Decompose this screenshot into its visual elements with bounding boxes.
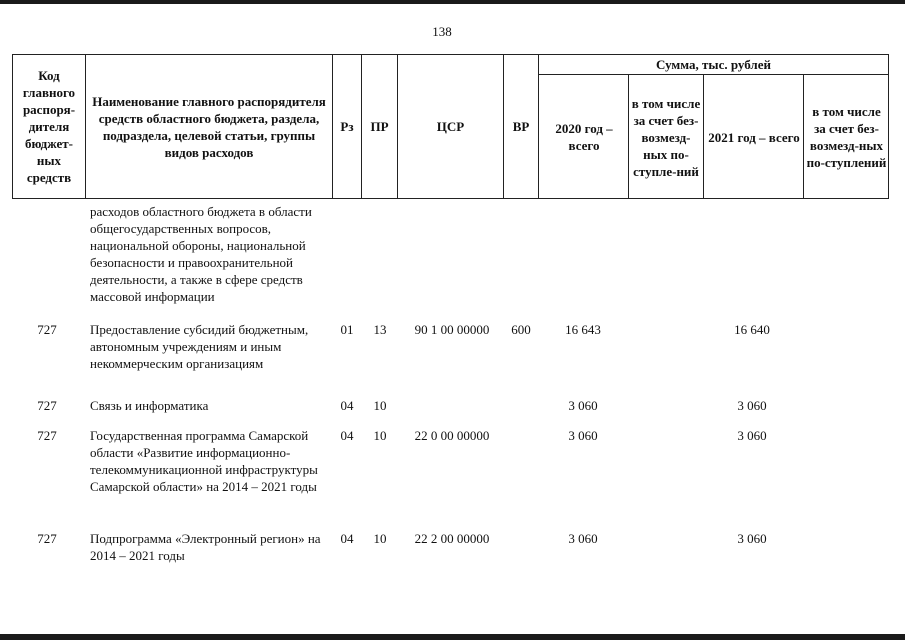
header-rz: Рз — [340, 119, 354, 134]
row-2021-total: 16 640 — [734, 322, 770, 337]
row-name: расходов областного бюджета в области общегосударственных вопросов, национальной обороны, национальной безопасности и правоохранительной деятельности, а также в сфере средств массовой информации — [90, 204, 312, 304]
row-2020-total: 3 060 — [568, 428, 598, 443]
row-rz: 01 — [340, 322, 354, 337]
row-rz: 04 — [340, 428, 354, 443]
header-name: Наименование главного распорядителя средств областного бюджета, раздела, подраздела, целевой статьи, группы видов расходов — [92, 93, 326, 160]
row-vr: 600 — [511, 322, 531, 337]
row-pr: 10 — [373, 398, 387, 413]
column-divider — [85, 54, 86, 199]
header-code: Код главного распоря-дителя бюджет-ных средств — [22, 68, 76, 185]
row-pr: 10 — [373, 531, 387, 546]
row-csr: 22 0 00 00000 — [414, 428, 490, 443]
row-code: 727 — [37, 531, 57, 546]
row-code: 727 — [37, 428, 57, 443]
row-2021-total: 3 060 — [737, 398, 767, 413]
header-2021-total: 2021 год – всего — [708, 129, 800, 145]
sum-group-rule — [538, 74, 888, 75]
row-2020-total: 3 060 — [568, 398, 598, 413]
column-divider — [628, 74, 629, 199]
header-pr: ПР — [370, 119, 389, 134]
column-divider — [12, 54, 13, 199]
header-2020-grants: в том числе за счет без-возмезд-ных по-ступле-ний — [631, 95, 701, 179]
row-pr: 10 — [373, 428, 387, 443]
row-csr: 90 1 00 00000 — [414, 322, 490, 337]
row-rz: 04 — [340, 531, 354, 546]
column-divider — [803, 74, 804, 199]
row-code: 727 — [37, 398, 57, 413]
row-2021-total: 3 060 — [737, 531, 767, 546]
row-pr: 13 — [373, 322, 387, 337]
column-divider — [538, 54, 539, 199]
row-csr: 22 2 00 00000 — [414, 531, 490, 546]
row-name: Государственная программа Самарской области «Развитие информационно-телекоммуникационной инфраструктуры Самарской области» на 2014 – 2021 годы — [90, 428, 318, 494]
header-sum-group: Сумма, тыс. рублей — [656, 57, 771, 72]
scan-border-top — [0, 0, 905, 4]
row-name: Предоставление субсидий бюджетным, автономным учреждениям и иным некоммерческим организациям — [90, 322, 309, 371]
column-divider — [703, 74, 704, 199]
row-2020-total: 3 060 — [568, 531, 598, 546]
row-2020-total: 16 643 — [565, 322, 601, 337]
header-csr: ЦСР — [436, 119, 465, 134]
header-vr: ВР — [512, 119, 530, 134]
row-code: 727 — [37, 322, 57, 337]
column-divider — [888, 54, 889, 199]
scan-border-bottom — [0, 634, 905, 640]
header-2020-total: 2020 год – всего — [555, 121, 613, 153]
row-rz: 04 — [340, 398, 354, 413]
header-2021-grants: в том числе за счет без-возмезд-ных по-ступлений — [806, 104, 887, 170]
header-bottom-rule — [12, 198, 888, 199]
row-name: Подпрограмма «Электронный регион» на 2014 – 2021 годы — [90, 531, 321, 563]
row-2021-total: 3 060 — [737, 428, 767, 443]
row-name: Связь и информатика — [90, 398, 209, 413]
page-number: 138 — [432, 24, 452, 39]
